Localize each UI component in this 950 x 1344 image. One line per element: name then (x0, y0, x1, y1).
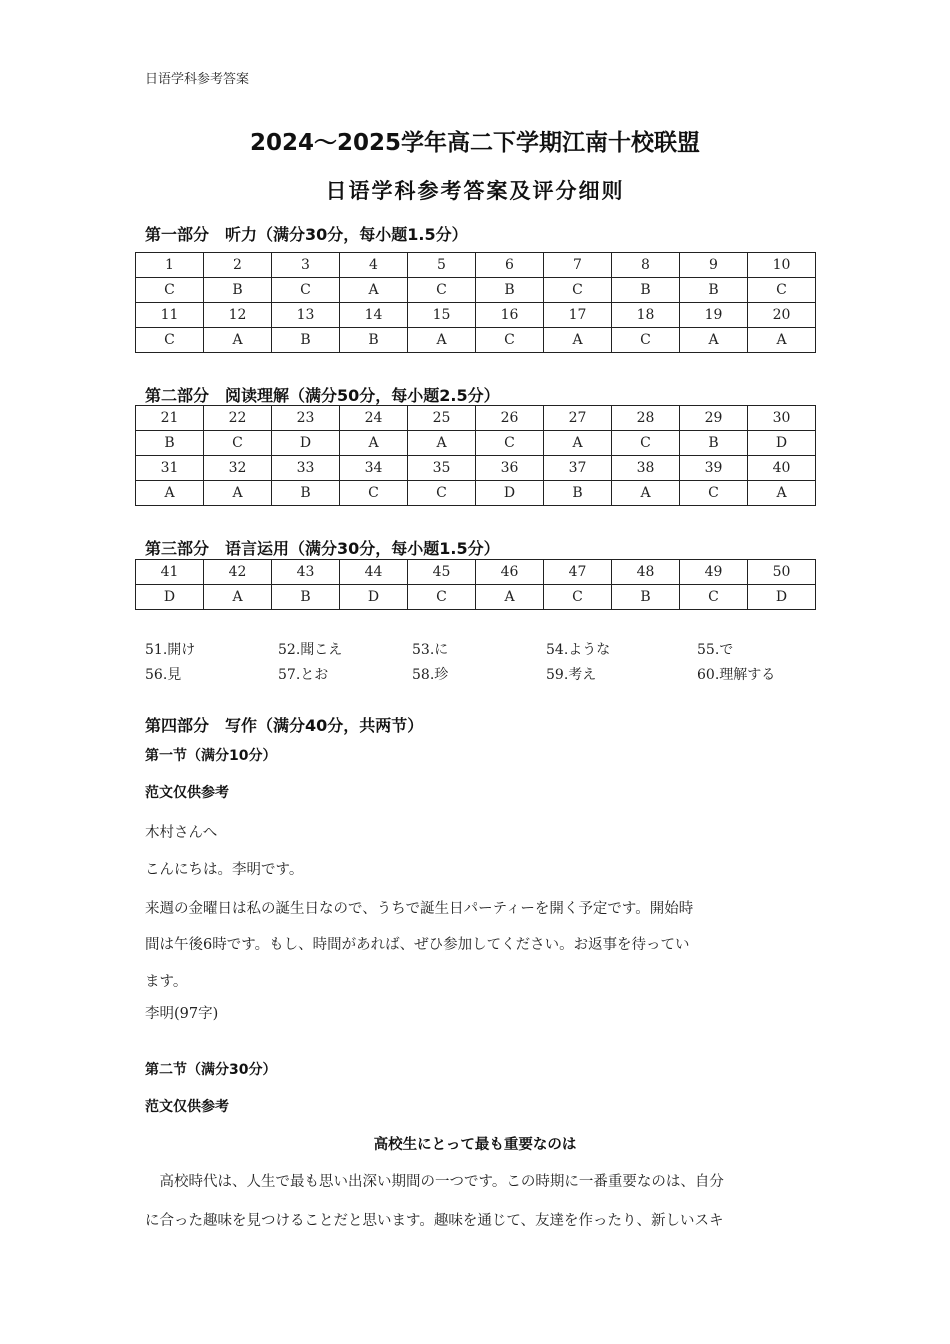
table-cell: 13 (272, 303, 340, 328)
table-cell: 49 (680, 560, 748, 585)
fill-answer: 55.で (697, 642, 734, 658)
section1-reference-label: 范文仅供参考 (145, 785, 229, 801)
table-cell: B (612, 278, 680, 303)
table-cell: A (204, 585, 272, 610)
section2-reference-label: 范文仅供参考 (145, 1099, 229, 1115)
essay-title: 高校生にとって最も重要なのは (373, 1137, 577, 1153)
part3-heading: 第三部分 语言运用（满分30分，每小题1.5分） (145, 539, 500, 558)
table-cell: C (544, 585, 612, 610)
table-row (136, 560, 816, 585)
table-cell: C (612, 328, 680, 353)
fill-answer: 54.ような (546, 642, 611, 658)
table-cell: 25 (408, 406, 476, 431)
table-cell: C (476, 431, 544, 456)
table-cell: B (476, 278, 544, 303)
table-cell: 21 (136, 406, 204, 431)
table-cell: 3 (272, 253, 340, 278)
table-cell: 28 (612, 406, 680, 431)
table-cell: 27 (544, 406, 612, 431)
fill-answer: 60.理解する (697, 667, 776, 683)
table-row (136, 431, 816, 456)
table-cell: C (476, 328, 544, 353)
table-cell: B (612, 585, 680, 610)
fill-answer: 51.開け (145, 642, 196, 658)
table-cell: B (680, 431, 748, 456)
table-cell: 2 (204, 253, 272, 278)
table-cell: C (272, 278, 340, 303)
table-cell: 43 (272, 560, 340, 585)
table-cell: B (272, 328, 340, 353)
table-cell: 45 (408, 560, 476, 585)
table-row (136, 406, 816, 431)
table-cell: 44 (340, 560, 408, 585)
table-cell: C (136, 278, 204, 303)
table-cell: A (476, 585, 544, 610)
part2-heading: 第二部分 阅读理解（满分50分，每小题2.5分） (145, 386, 500, 405)
part3-answer-table (135, 559, 816, 610)
table-cell: 18 (612, 303, 680, 328)
table-cell: 12 (204, 303, 272, 328)
letter-line: 木村さんへ (145, 825, 218, 841)
table-cell: 39 (680, 456, 748, 481)
table-cell: 35 (408, 456, 476, 481)
table-row (136, 328, 816, 353)
table-cell: B (204, 278, 272, 303)
table-cell: 42 (204, 560, 272, 585)
table-cell: A (544, 328, 612, 353)
table-cell: 1 (136, 253, 204, 278)
fill-answer: 53.に (412, 642, 449, 658)
table-cell: A (204, 481, 272, 506)
table-cell: A (408, 431, 476, 456)
table-cell: C (544, 278, 612, 303)
table-cell: C (408, 585, 476, 610)
table-row (136, 585, 816, 610)
table-cell: B (680, 278, 748, 303)
table-cell: A (544, 431, 612, 456)
table-cell: 36 (476, 456, 544, 481)
table-cell: 4 (340, 253, 408, 278)
fill-answer: 56.見 (145, 667, 182, 683)
table-cell: C (204, 431, 272, 456)
table-cell: 16 (476, 303, 544, 328)
table-cell: D (748, 585, 816, 610)
table-cell: A (340, 431, 408, 456)
table-cell: A (408, 328, 476, 353)
table-cell: 24 (340, 406, 408, 431)
table-cell: 33 (272, 456, 340, 481)
table-cell: B (272, 481, 340, 506)
table-cell: 29 (680, 406, 748, 431)
table-cell: 8 (612, 253, 680, 278)
table-cell: D (476, 481, 544, 506)
table-cell: 19 (680, 303, 748, 328)
table-cell: 14 (340, 303, 408, 328)
table-cell: 37 (544, 456, 612, 481)
table-cell: C (680, 481, 748, 506)
table-cell: C (136, 328, 204, 353)
essay-line: に合った趣味を見つけることだと思います。趣味を通じて、友達を作ったり、新しいスキ (145, 1213, 724, 1229)
header-note: 日语学科参考答案 (145, 72, 250, 87)
table-cell: 9 (680, 253, 748, 278)
table-cell: A (612, 481, 680, 506)
table-cell: 26 (476, 406, 544, 431)
section1-heading: 第一节（满分10分） (145, 748, 277, 764)
page-title: 2024～2025学年高二下学期江南十校联盟 (249, 130, 701, 156)
fill-answer: 59.考え (546, 667, 597, 683)
essay-line: 高校時代は、人生で最も思い出深い期間の一つです。この時期に一番重要なのは、自分 (145, 1174, 724, 1190)
table-cell: 23 (272, 406, 340, 431)
letter-line: 李明(97字) (145, 1006, 219, 1022)
table-cell: 34 (340, 456, 408, 481)
table-cell: 31 (136, 456, 204, 481)
table-cell: C (408, 278, 476, 303)
table-row (136, 303, 816, 328)
table-cell: C (680, 585, 748, 610)
fill-answer: 52.聞こえ (278, 642, 343, 658)
table-cell: A (340, 278, 408, 303)
table-cell: 47 (544, 560, 612, 585)
table-cell: D (340, 585, 408, 610)
table-cell: D (748, 431, 816, 456)
table-cell: 17 (544, 303, 612, 328)
table-cell: 7 (544, 253, 612, 278)
table-cell: 10 (748, 253, 816, 278)
table-row (136, 253, 816, 278)
table-cell: B (136, 431, 204, 456)
table-cell: 48 (612, 560, 680, 585)
part4-heading: 第四部分 写作（满分40分，共两节） (145, 716, 424, 735)
table-cell: 41 (136, 560, 204, 585)
letter-line: 来週の金曜日は私の誕生日なので、うちで誕生日パーティーを開く予定です。開始時 (145, 901, 694, 917)
section2-heading: 第二节（满分30分） (145, 1062, 277, 1078)
table-cell: 20 (748, 303, 816, 328)
table-cell: 40 (748, 456, 816, 481)
table-row (136, 481, 816, 506)
part2-answer-table (135, 405, 816, 506)
letter-line: ます。 (145, 974, 188, 990)
table-cell: B (340, 328, 408, 353)
table-cell: A (680, 328, 748, 353)
table-row (136, 278, 816, 303)
table-cell: A (748, 481, 816, 506)
letter-line: 間は午後6時です。もし、時間があれば、ぜひ参加してください。お返事を待ってい (145, 937, 690, 953)
table-cell: D (272, 431, 340, 456)
part1-answer-table (135, 252, 816, 353)
letter-line: こんにちは。李明です。 (145, 862, 304, 878)
part1-heading: 第一部分 听力（满分30分，每小题1.5分） (145, 225, 468, 244)
table-cell: B (272, 585, 340, 610)
table-cell: C (408, 481, 476, 506)
table-cell: A (136, 481, 204, 506)
table-cell: B (544, 481, 612, 506)
table-cell: A (748, 328, 816, 353)
table-cell: 5 (408, 253, 476, 278)
table-cell: 15 (408, 303, 476, 328)
table-cell: C (340, 481, 408, 506)
table-cell: 11 (136, 303, 204, 328)
table-cell: D (136, 585, 204, 610)
table-cell: 32 (204, 456, 272, 481)
table-cell: 50 (748, 560, 816, 585)
table-row (136, 456, 816, 481)
table-cell: 22 (204, 406, 272, 431)
table-cell: 38 (612, 456, 680, 481)
table-cell: 30 (748, 406, 816, 431)
fill-answer: 57.とお (278, 667, 329, 683)
page-subtitle: 日语学科参考答案及评分细则 (325, 178, 625, 203)
fill-answer: 58.珍 (412, 667, 449, 683)
table-cell: 6 (476, 253, 544, 278)
table-cell: 46 (476, 560, 544, 585)
table-cell: A (204, 328, 272, 353)
table-cell: C (748, 278, 816, 303)
table-cell: C (612, 431, 680, 456)
